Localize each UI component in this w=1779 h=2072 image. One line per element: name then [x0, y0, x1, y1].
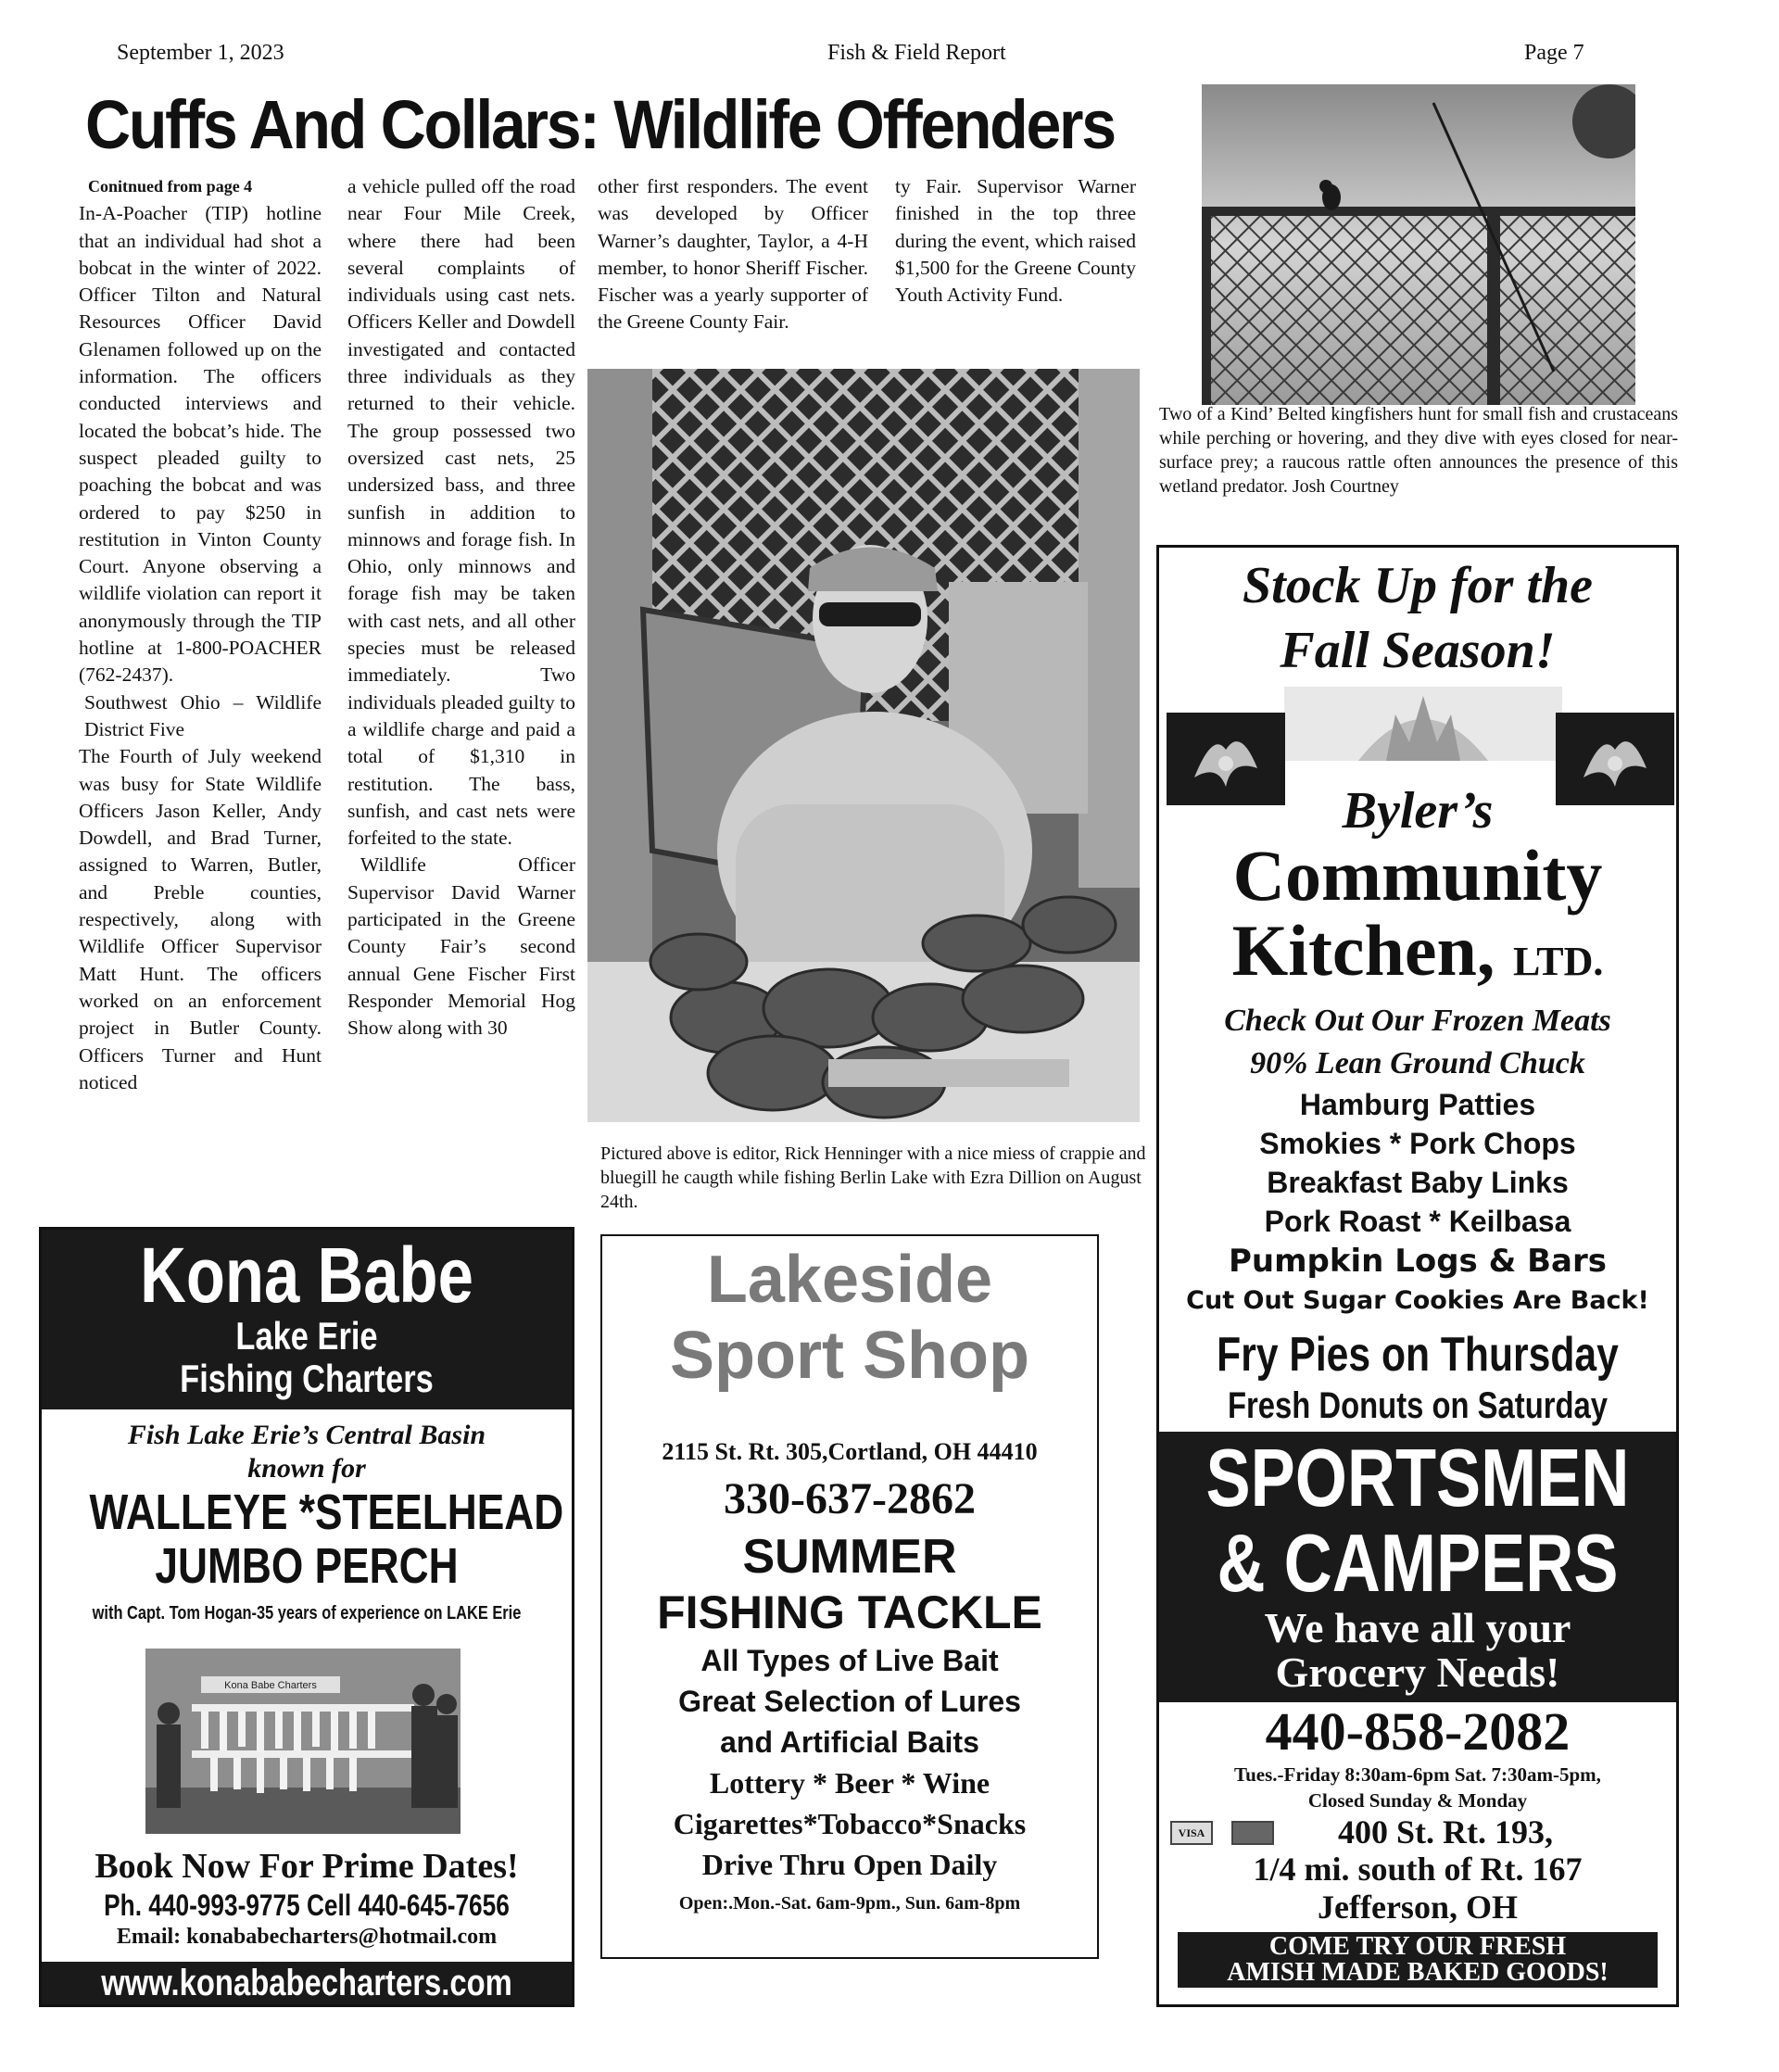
- bylers-phone: 440-858-2082: [1265, 1701, 1571, 1762]
- bylers-fry-pies: Fry Pies on Thursday: [1217, 1328, 1619, 1382]
- kingfisher-photo-image: [1202, 84, 1635, 405]
- bylers-hours-1: Tues.-Friday 8:30am-6pm Sat. 7:30am-5pm,: [1234, 1763, 1601, 1786]
- kona-title: Kona Babe: [140, 1232, 473, 1319]
- bylers-amish-1: COME TRY OUR FRESH: [1268, 1932, 1567, 1961]
- page-number: Page 7: [1524, 41, 1584, 65]
- sportsmen-banner: [1159, 1432, 1676, 1702]
- lakeside-phone: 330-637-2862: [724, 1474, 976, 1523]
- bylers-ltd: LTD.: [1512, 939, 1604, 984]
- kona-subtitle-2: Fishing Charters: [180, 1357, 434, 1400]
- article-column-4: [895, 173, 1136, 309]
- bylers-hours-2: Closed Sunday & Monday: [1307, 1789, 1528, 1812]
- bylers-item-3: Breakfast Baby Links: [1267, 1166, 1569, 1199]
- article-paragraph: other first responders. The event was developed by Officer Warner’s daughter, Taylor, a 4-H member, to honor Sheriff Fischer. Fischer was a yearly supporter of the Greene County Fair.: [598, 175, 868, 334]
- article-column-1: [79, 173, 322, 1096]
- bylers-sportsmen-2: & CAMPERS: [1217, 1517, 1619, 1609]
- lakeside-name-1: Lakeside: [706, 1243, 993, 1317]
- lakeside-line-3: and Artificial Baits: [720, 1725, 979, 1759]
- bylers-grocery-2: Grocery Needs!: [1275, 1649, 1560, 1696]
- kona-photo-sign: Kona Babe Charters: [224, 1680, 317, 1691]
- bylers-address-1: 400 St. Rt. 193,: [1338, 1813, 1553, 1851]
- kona-tagline-2: known for: [247, 1453, 366, 1484]
- leaf-icon-left: [1167, 713, 1285, 805]
- bylers-sportsmen-1: SPORTSMEN: [1205, 1432, 1630, 1523]
- leaf-icon-right: [1556, 713, 1674, 805]
- article-column-2: [347, 173, 575, 1042]
- bylers-item-6: Cut Out Sugar Cookies Are Back!: [1186, 1286, 1649, 1315]
- kona-species-1: WALLEYE *STEELHEAD: [89, 1485, 564, 1540]
- article-paragraph: Wildlife Officer Supervisor David Warner participated in the Greene County Fair’s second annual Gene Fischer First Responder Memorial Hog Show along with 30: [347, 853, 575, 1040]
- lakeside-line-5: Cigarettes*Tobacco*Snacks: [673, 1807, 1027, 1840]
- bylers-check-meats: Check Out Our Frozen Meats: [1224, 1004, 1611, 1038]
- lakeside-line-4: Lottery * Beer * Wine: [709, 1766, 990, 1800]
- lakeside-hours: Open:.Mon.-Sat. 6am-9pm., Sun. 6am-8pm: [678, 1893, 1021, 1914]
- kona-book-now: Book Now For Prime Dates!: [95, 1847, 519, 1886]
- fishing-photo-caption: Pictured above is editor, Rick Henninger with a nice miess of crappie and bluegill he caugth while fishing Berlin Lake with Ezra Dillion on August 24th.: [600, 1143, 1146, 1212]
- bylers-name-3: Kitchen,: [1231, 910, 1495, 991]
- article-headline: Cuffs And Collars: Wildlife Offenders: [85, 86, 1115, 163]
- kona-species-2: JUMBO PERCH: [155, 1538, 459, 1594]
- lakeside-ad: [600, 1234, 1099, 1959]
- bylers-donuts: Fresh Donuts on Saturday: [1227, 1385, 1609, 1426]
- bylers-item-1: Hamburg Patties: [1299, 1088, 1536, 1121]
- bylers-address-2: 1/4 mi. south of Rt. 167: [1253, 1851, 1583, 1888]
- bylers-grocery-1: We have all your: [1264, 1604, 1571, 1651]
- publication-name: Fish & Field Report: [827, 41, 1006, 65]
- fishing-photo-image: [587, 369, 1140, 1122]
- kona-babe-ad: [39, 1227, 574, 2007]
- kona-ad-banner: [42, 1230, 572, 1409]
- bylers-name-1: Byler’s: [1342, 782, 1494, 840]
- bylers-ground-chuck: 90% Lean Ground Chuck: [1250, 1046, 1585, 1080]
- lakeside-line-1: All Types of Live Bait: [700, 1644, 999, 1677]
- fall-sun-logo: [1284, 687, 1562, 761]
- kona-tagline-1: Fish Lake Erie’s Central Basin: [127, 1420, 486, 1450]
- lakeside-summer: SUMMER: [742, 1530, 957, 1584]
- article-paragraph: The Fourth of July weekend was busy for State Wildlife Officers Jason Keller, Andy Dowdell, and Brad Turner, assigned to Warren, Butler, and Preble counties, respectively, along with Wildlife Officer Supervisor Matt Hunt. The officers worked on an enforcement project in Butler County. Officers Turner and Hunt noticed: [79, 745, 322, 1093]
- kona-charter-photo: [145, 1649, 461, 1834]
- kingfisher-caption: Two of a Kind’ Belted kingfishers hunt for small fish and crustaceans while perching or hovering, and they dive with eyes closed for near-surface prey; a raucous rattle often announces the presence of this wetland predator. Josh Courtney: [1159, 404, 1678, 497]
- kona-subtitle-1: Lake Erie: [235, 1314, 378, 1358]
- lakeside-line-2: Great Selection of Lures: [678, 1685, 1021, 1718]
- lakeside-name-2: Sport Shop: [670, 1319, 1029, 1393]
- bylers-item-2: Smokies * Pork Chops: [1259, 1127, 1576, 1160]
- continued-note: Conitnued from page 4: [88, 177, 253, 196]
- article-paragraph: In-A-Poacher (TIP) hotline that an individual had shot a bobcat in the winter of 2022. Officer Tilton and Natural Resources Officer David Glenamen followed up on the information. The officers conducted interviews and located the bobcat’s hide. The suspect pleaded guilty to poaching the bobcat and was ordered to pay $250 in restitution in Vinton County Court. Anyone observing a wildlife violation can report it anonymously through the TIP hotline at 1-800-POACHER (762-2437).: [79, 202, 322, 687]
- bylers-item-4: Pork Roast * Keilbasa: [1264, 1205, 1571, 1238]
- visa-card-icon: VISA: [1170, 1821, 1213, 1845]
- kona-website-bar: [42, 1962, 572, 2004]
- sun-icon: [1284, 687, 1562, 761]
- bylers-stock-2: Fall Season!: [1280, 622, 1556, 679]
- bylers-name-2: Community: [1232, 835, 1603, 916]
- fishing-photo: [587, 369, 1140, 1122]
- bylers-amish-2: AMISH MADE BAKED GOODS!: [1227, 1958, 1609, 1987]
- bylers-stock-1: Stock Up for the: [1243, 557, 1593, 614]
- bylers-address-3: Jefferson, OH: [1318, 1889, 1518, 1926]
- kona-captain: with Capt. Tom Hogan-35 years of experience on LAKE Erie: [92, 1603, 522, 1623]
- bylers-ad: [1156, 545, 1679, 2007]
- lakeside-line-6: Drive Thru Open Daily: [701, 1848, 998, 1881]
- article-paragraph: ty Fair. Supervisor Warner finished in the top three during the event, which raised $1,500 for the Greene County Youth Activity Fund.: [895, 175, 1136, 307]
- lakeside-address: 2115 St. Rt. 305,Cortland, OH 44410: [662, 1438, 1038, 1465]
- kona-email: Email: konababecharters@hotmail.com: [116, 1925, 498, 1949]
- mastercard-icon: [1231, 1821, 1274, 1845]
- article-column-3: [598, 173, 868, 336]
- kona-phones: Ph. 440-993-9775 Cell 440-645-7656: [104, 1889, 510, 1922]
- kona-charter-photo-image: [145, 1649, 461, 1834]
- kingfisher-photo: [1202, 84, 1635, 405]
- issue-date: September 1, 2023: [117, 41, 284, 65]
- amish-banner: [1178, 1932, 1658, 1988]
- lakeside-tackle: FISHING TACKLE: [657, 1586, 1042, 1638]
- article-subhead: Southwest Ohio – Wildlife District Five: [84, 690, 322, 740]
- article-paragraph: a vehicle pulled off the road near Four Mile Creek, where there had been several complaints of individuals using cast nets. Officers Keller and Dowdell investigated and contacted three individuals as they returned to their vehicle. The group possessed two oversized cast nets, 25 undersized bass, and three sunfish in addition to minnows and forage fish. In Ohio, only minnows and forage fish may be taken with cast nets, and all other species must be released immediately. Two individuals pleaded guilty to a wildlife charge and paid a total of $1,310 in restitution. The bass, sunfish, and cast nets were forfeited to the state.: [347, 175, 575, 850]
- kona-website: www.konababecharters.com: [101, 1963, 512, 2003]
- bylers-item-5: Pumpkin Logs & Bars: [1229, 1243, 1607, 1280]
